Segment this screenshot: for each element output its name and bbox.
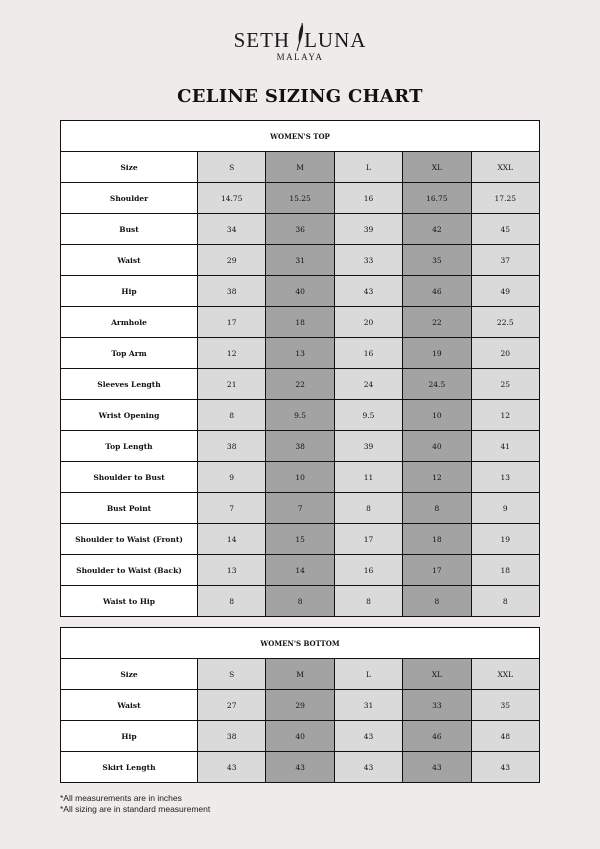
measurement-cell: 16 <box>334 555 402 586</box>
measurement-cell: 38 <box>198 276 266 307</box>
measurement-cell: 18 <box>471 555 539 586</box>
size-header-cell: XXL <box>471 152 539 183</box>
measurement-cell: 17.25 <box>471 183 539 214</box>
measurement-cell: 10 <box>403 400 471 431</box>
measurement-cell: 10 <box>266 462 334 493</box>
measurement-cell: 15 <box>266 524 334 555</box>
measurement-cell: 17 <box>403 555 471 586</box>
table-row <box>61 721 540 752</box>
measurement-cell: 38 <box>198 431 266 462</box>
measurement-cell: 15.25 <box>266 183 334 214</box>
measurement-cell: 19 <box>403 338 471 369</box>
size-header-cell: M <box>266 152 334 183</box>
row-label: Top Length <box>61 431 198 462</box>
measurement-cell: 48 <box>471 721 539 752</box>
size-header-cell: XL <box>403 152 471 183</box>
row-label: Bust Point <box>61 493 198 524</box>
table-row <box>61 555 540 586</box>
measurement-cell: 12 <box>471 400 539 431</box>
table-row <box>61 586 540 617</box>
row-label: Armhole <box>61 307 198 338</box>
womens-top-table <box>60 120 540 617</box>
footnote: *All measurements are in inches <box>60 793 182 803</box>
row-label: Bust <box>61 214 198 245</box>
footnotes <box>60 793 210 815</box>
row-label: Waist <box>61 245 198 276</box>
measurement-cell: 17 <box>198 307 266 338</box>
measurement-cell: 43 <box>198 752 266 783</box>
measurement-cell: 31 <box>334 690 402 721</box>
measurement-cell: 40 <box>266 276 334 307</box>
table-row <box>61 524 540 555</box>
brand-right: LUNA <box>304 28 367 52</box>
table-row <box>61 183 540 214</box>
measurement-cell: 13 <box>471 462 539 493</box>
table-row <box>61 214 540 245</box>
measurement-cell: 38 <box>198 721 266 752</box>
measurement-cell: 24 <box>334 369 402 400</box>
measurement-cell: 38 <box>266 431 334 462</box>
measurement-cell: 8 <box>403 586 471 617</box>
measurement-cell: 9.5 <box>266 400 334 431</box>
measurement-cell: 14.75 <box>198 183 266 214</box>
measurement-cell: 8 <box>198 400 266 431</box>
row-label: Top Arm <box>61 338 198 369</box>
row-label: Skirt Length <box>61 752 198 783</box>
size-header-cell: S <box>198 659 266 690</box>
measurement-cell: 13 <box>266 338 334 369</box>
table-row <box>61 400 540 431</box>
measurement-cell: 46 <box>403 721 471 752</box>
measurement-cell: 16 <box>334 183 402 214</box>
row-label: Hip <box>61 276 198 307</box>
row-label: Hip <box>61 721 198 752</box>
measurement-cell: 16 <box>334 338 402 369</box>
measurement-cell: 18 <box>266 307 334 338</box>
measurement-cell: 12 <box>198 338 266 369</box>
measurement-cell: 7 <box>266 493 334 524</box>
table-row <box>61 752 540 783</box>
table-row <box>61 431 540 462</box>
brand-wordmark <box>234 28 367 53</box>
measurement-cell: 8 <box>471 586 539 617</box>
measurement-cell: 34 <box>198 214 266 245</box>
row-label: Waist to Hip <box>61 586 198 617</box>
size-header-cell: M <box>266 659 334 690</box>
row-label: Shoulder <box>61 183 198 214</box>
table-row <box>61 690 540 721</box>
measurement-cell: 8 <box>266 586 334 617</box>
measurement-cell: 20 <box>471 338 539 369</box>
row-label: Wrist Opening <box>61 400 198 431</box>
measurement-cell: 39 <box>334 431 402 462</box>
measurement-cell: 8 <box>334 493 402 524</box>
measurement-cell: 43 <box>334 721 402 752</box>
measurement-cell: 16.75 <box>403 183 471 214</box>
row-label: Sleeves Length <box>61 369 198 400</box>
measurement-cell: 7 <box>198 493 266 524</box>
measurement-cell: 8 <box>198 586 266 617</box>
table-row <box>61 493 540 524</box>
measurement-cell: 45 <box>471 214 539 245</box>
size-header-cell: XL <box>403 659 471 690</box>
measurement-cell: 12 <box>403 462 471 493</box>
womens-top-heading: WOMEN'S TOP <box>61 121 540 152</box>
measurement-cell: 25 <box>471 369 539 400</box>
measurement-cell: 37 <box>471 245 539 276</box>
measurement-cell: 41 <box>471 431 539 462</box>
measurement-cell: 31 <box>266 245 334 276</box>
size-header-cell: S <box>198 152 266 183</box>
table-row <box>61 369 540 400</box>
size-header-cell: XXL <box>471 659 539 690</box>
measurement-cell: 29 <box>266 690 334 721</box>
measurement-cell: 8 <box>334 586 402 617</box>
measurement-cell: 13 <box>198 555 266 586</box>
measurement-cell: 40 <box>266 721 334 752</box>
measurement-cell: 40 <box>403 431 471 462</box>
measurement-cell: 42 <box>403 214 471 245</box>
table-row <box>61 307 540 338</box>
size-header-cell: L <box>334 659 402 690</box>
measurement-cell: 36 <box>266 214 334 245</box>
measurement-cell: 43 <box>471 752 539 783</box>
measurement-cell: 49 <box>471 276 539 307</box>
size-header-row <box>61 659 540 690</box>
measurement-cell: 14 <box>198 524 266 555</box>
size-header-cell: L <box>334 152 402 183</box>
measurement-cell: 14 <box>266 555 334 586</box>
measurement-cell: 35 <box>403 245 471 276</box>
measurement-cell: 8 <box>403 493 471 524</box>
row-label: Size <box>61 152 198 183</box>
measurement-cell: 43 <box>334 276 402 307</box>
table-row <box>61 338 540 369</box>
measurement-cell: 46 <box>403 276 471 307</box>
table-row <box>61 462 540 493</box>
brand-left: SETH <box>233 28 291 52</box>
measurement-cell: 35 <box>471 690 539 721</box>
measurement-cell: 22.5 <box>471 307 539 338</box>
row-label: Waist <box>61 690 198 721</box>
brand-logo <box>0 28 600 62</box>
measurement-cell: 22 <box>403 307 471 338</box>
measurement-cell: 22 <box>266 369 334 400</box>
brand-subtitle: MALAYA <box>276 52 324 62</box>
measurement-cell: 20 <box>334 307 402 338</box>
measurement-cell: 17 <box>334 524 402 555</box>
measurement-cell: 43 <box>334 752 402 783</box>
measurement-cell: 33 <box>403 690 471 721</box>
measurement-cell: 43 <box>403 752 471 783</box>
measurement-cell: 19 <box>471 524 539 555</box>
row-label: Shoulder to Waist (Front) <box>61 524 198 555</box>
row-label: Shoulder to Bust <box>61 462 198 493</box>
measurement-cell: 11 <box>334 462 402 493</box>
measurement-cell: 43 <box>266 752 334 783</box>
measurement-cell: 24.5 <box>403 369 471 400</box>
row-label: Size <box>61 659 198 690</box>
measurement-cell: 39 <box>334 214 402 245</box>
measurement-cell: 18 <box>403 524 471 555</box>
footnote: *All sizing are in standard measurement <box>60 804 211 814</box>
table-row <box>61 276 540 307</box>
measurement-cell: 29 <box>198 245 266 276</box>
measurement-cell: 9 <box>198 462 266 493</box>
feather-icon <box>295 22 305 52</box>
row-label: Shoulder to Waist (Back) <box>61 555 198 586</box>
womens-bottom-heading: WOMEN'S BOTTOM <box>61 628 540 659</box>
womens-top-heading-row <box>61 121 540 152</box>
womens-bottom-heading-row <box>61 628 540 659</box>
measurement-cell: 21 <box>198 369 266 400</box>
measurement-cell: 9.5 <box>334 400 402 431</box>
size-header-row <box>61 152 540 183</box>
page-title: CELINE SIZING CHART <box>177 86 423 107</box>
measurement-cell: 9 <box>471 493 539 524</box>
measurement-cell: 27 <box>198 690 266 721</box>
table-row <box>61 245 540 276</box>
measurement-cell: 33 <box>334 245 402 276</box>
womens-bottom-table <box>60 627 540 783</box>
